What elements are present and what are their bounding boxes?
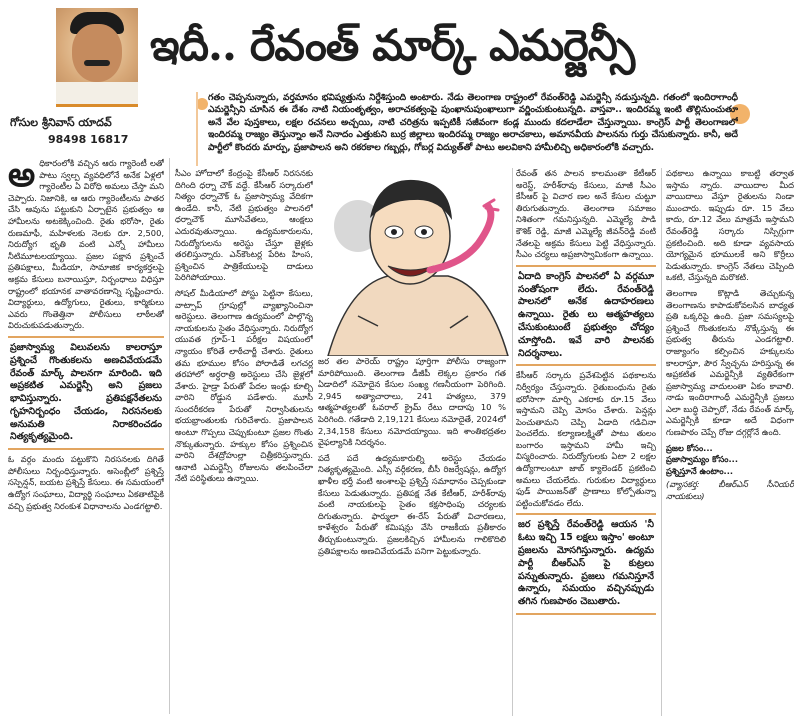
lead-paragraph: గతం చెప్పనున్నారు, వర్తమానం భవిష్యత్తును నిర్దేశిస్తుంది అంటారు. నేడు తెలంగాణ రాష్ట్రంలో రేవంత్‌రెడ్డి ఎమర్జెన్సీ నడుస్తున్నది. గతంలో ఇందిరాగాంధీ ఎమర్జెన్సీని చూసిన ఈ దేశం నాటి నియంతృత్వం, అరాచకత్వంపై పుంఖానుపుంఖాలుగా వర్ణించుకుంటున్నది. వాస్తవా.. ఇందిరమ్మ ఇంటి తొల్లినుంచుతూ అనే వేల పుస్తకాలు, లక్షల రచనలు అచ్చయి, నాటి చరిత్రను ఇప్పటికీ సజీవంగా కండ్ల ముందు కదలాడేలా చేస్తున్నాయి. కాంగ్రెస్ పార్టీ తెలంగాణలో ఇందిరమ్మ రాజ్యం తెస్తున్నాం అనే నినాదం ఎత్తుకుని బుర్ర జిల్లాలు ఇందిరమ్మ రాజ్యం అరాచకాలు, అమానవీయ పాలనను గుర్తు చేసుకున్నారు. కానీ, అదే పార్టీలో కొందరు మార్పు, ప్రజాపాలన అని రకరకాల గబ్బర్లు, గోబర్ల విద్యుత్‌తో పాటు అలవికాని హామీలిచ్చి అధికారంలోకి వచ్చారు.: [196, 92, 738, 166]
column-4: [516, 168, 656, 718]
paragraph: ధికారంలోకి వచ్చిన ఆరు గ్యారెంటీ లతో పాటు స్వల్ప వ్యవధిలోనే అనేక ఏళ్లలో గ్యారెంటీల ఏ విరోధి అమలు చేస్తా మని చెప్పారు. నిజానికి, ఆ ఆరు గ్యారెంటీలను పాతర చేసి ఆవును పట్టుకుని ఏర్పాటైన ప్రభుత్వం ఆ హామీలను అటకెక్కించింది. రైతు భరోసా, రైతు రుణమాఫీ, మహిళలకు నెలకు రూ. 2,500, నిరుద్యోగ భృతి వంటి ఎన్నో హామీలు నీటిమూటలయ్యాయి. ప్రజల పక్షాన ప్రశ్నించే ప్రతిపక్షాలు, మీడియా, సామాజిక కార్యకర్తలపై అక్రమ కేసులు బనాయిస్తూ, నిర్బంధాలు విధిస్తూ రాష్ట్రంలో భయానక వాతావరణాన్ని సృష్టించారు. విద్యార్థులు, ఉద్యోగులు, రైతులు, కార్మికులు ఎవరు గొంతెత్తినా పోలీసులు లాఠీలతో విరుచుకుపడుతున్నారు.: [8, 158, 164, 331]
column-divider: [512, 168, 513, 716]
article-headline: ఇదీ.. రేవంత్ మార్క్ ఎమర్జెన్సీ: [150, 21, 635, 71]
column-1: [8, 158, 164, 718]
column-5: [666, 168, 794, 718]
paragraph: కేసీఆర్ సర్కారు ప్రవేశపెట్టిన పథకాలను నిర్వీర్యం చేస్తున్నారు. రైతుబంధును రైతు భరోసాగా మార్చి ఎకరాకు రూ.15 వేలు ఇస్తామని చెప్పి మోసం చేశారు. పెన్షన్లు పెంచుతామని చెప్పి ఏడాది గడిచినా పెంచలేదు. కల్యాణలక్ష్మితో పాటు తులం బంగారం ఇస్తామని హామీ ఇచ్చి విస్మరించారు. నిరుద్యోగులకు ఏటా 2 లక్షల ఉద్యోగాలంటూ జాబ్ క్యాలెండర్ ప్రకటించి అమలు చేయలేదు. గురుకుల విద్యార్థులు ఫుడ్ పాయిజన్‌తో ప్రాణాలు కోల్పోతున్నా పట్టించుకోవడం లేదు.: [516, 370, 656, 508]
paragraph: ఓ వర్గం మందు పట్టుకొని నిరసనలకు దిగితే పోలీసులు నిర్బంధిస్తున్నారు. అసెంబ్లీలో ప్రశ్నిస్తే సస్పెన్షన్, బయట ప్రశ్నిస్తే కేసులు. ఈ సమయంలో ఉద్యోగ సంఘాలు, విద్యార్థి సంఘాలు ఏకతాటిపైకి వచ్చి ప్రభుత్వ నిరంకుశ విధానాలను ఎండగట్టాలి.: [8, 454, 164, 511]
paragraph: రేవంత్ తన పాలన కాలమంతా కేటీఆర్ అరెస్ట్, హరీశ్‌రావు కేసులు, మాజీ సీఎం కేసీఆర్ పై విచార ణల అనే కేసుల చుట్టూ తిరుగుతున్నారు. తెలంగాణ సమాజం నిశితంగా గమనిస్తున్నది. ఎమ్మెల్యే పాడి కౌశిక్ రెడ్డి, మాజీ ఎమ్మెల్యే జీవన్‌రెడ్డి వంటి నేతలపై అక్రమ కేసులు పెట్టి వేధిస్తున్నారు. సీఎం చర్యలు అప్రజాస్వామికంగా ఉన్నాయి.: [516, 168, 656, 260]
drop-cap: అ: [8, 158, 36, 195]
author-photo: [56, 8, 138, 107]
cartoon-illustration: [318, 166, 516, 356]
pull-quote: జర ప్రశ్నిస్తే రేవంత్‌రెడ్డి ఆయన 'నీ ఓటు ఇచ్చి 15 లక్షలు ఇస్తాం' అంటూ ప్రజలను మోసగిస్తున్నారు. ఉద్యమ పార్టీ బీఆర్‌ఎస్ పై కుట్రలు పన్నుతున్నారు. ప్రజలు గమనిస్తూనే ఉన్నారు, సమయం వచ్చినప్పుడు తగిన గుణపాఠం చెబుతారు.: [516, 513, 656, 615]
column-3: [318, 356, 506, 718]
closing-line: ప్రజాస్వామ్యం కోసం...: [666, 454, 738, 465]
author-name: గోసుల శ్రీనివాస్ యాదవ్: [10, 116, 112, 129]
paragraph: పథకాలు ఉన్నాయి కాబట్టి తర్వాత ఇస్తామ న్నారు. వాయిదాల మీద వాయిదాలు వేస్తూ రైతులను నిండా ముంచారు. ఇప్పుడు రూ. 15 వేలు కాదు, రూ.12 వేలు మాత్రమే ఇస్తామని రేవంత్‌రెడ్డి సర్కారు నిస్సిగ్గుగా ప్రకటించింది. అది కూడా వ్యవసాయ యోగ్యమైన భూములకే అని కొర్రీలు పెడుతున్నారు. కాంగ్రెస్ నేతలు చెప్పింది ఒకటి, చేస్తున్నది మరొకటి.: [666, 168, 794, 283]
column-divider: [169, 158, 170, 714]
closing-line: ప్రజల కోసం...: [666, 442, 713, 453]
pull-quote: ఏదాది కాంగ్రెస్ పాలనలో ఏ వర్గమూ సంతోషంగా లేదు. రేవంత్‌రెడ్డి పాలనలో అనేక ఉదాహరణలు ఉన్నాయి. రైతు లు ఆత్మహత్యలు చేసుకుంటుంటే ప్రభుత్వం చోద్యం చూస్తోంది. ఇవే వారి పాలనకు నిదర్శనాలు.: [516, 265, 656, 367]
author-phone: 98498 16817: [48, 133, 129, 146]
column-divider: [661, 168, 662, 716]
paragraph: తెలంగాణ కొట్లాడి తెచ్చుకున్న తెలంగాణను కాపాడుకోవలసిన బాధ్యత ప్రతి ఒక్కరిపై ఉంది. ప్రజా సమస్యలపై ప్రశ్నించే గొంతుకలను నొక్కేస్తున్న ఈ ప్రభుత్వ తీరును ఎండగట్టాలి. రాజ్యాంగం కల్పించిన హక్కులను కాలరాస్తూ, పౌర స్వేచ్ఛను హరిస్తున్న ఈ అప్రకటిత ఎమర్జెన్సీకి వ్యతిరేకంగా ప్రజాస్వామ్య వాదులంతా ఏకం కావాలి. నాడు ఇందిరాగాంధీ ఎమర్జెన్సీకి ప్రజలు ఎలా బుద్ధి చెప్పారో, నేడు రేవంత్ మార్క్ ఎమర్జెన్సీకి కూడా అదే విధంగా గుణపాఠం చెప్పే రోజు దగ్గర్లోనే ఉంది.: [666, 287, 794, 438]
paragraph: పదే పదే ఉద్యమకారుల్ని అరెస్టు చేయడం నిత్యకృత్యమైంది. ఎస్సీ వర్గీకరణ, బీసీ రిజర్వేషన్లు, ఉద్యోగ ఖాళీల భర్తీ వంటి అంశాలపై ప్రశ్నిస్తే సమాధానం చెప్పకుండా కేసులు పెడుతున్నారు. ప్రతిపక్ష నేత కేటీఆర్, హరీశ్‌రావు వంటి నాయకులపై సైతం కక్షసాధింపు చర్యలకు దిగుతున్నారు. ఫార్ములా ఈ-రేస్ పేరుతో విచారణలు, కాళేశ్వరం పేరుతో కమిషన్లు వేసి రాజకీయ ప్రతీకారం తీర్చుకుంటున్నారు. ప్రజలకిచ్చిన హామీలను గాలికొదిలి ప్రతిపక్షాలను అణచివేయడమే పనిగా పెట్టుకున్నారు.: [318, 452, 506, 556]
column-2: [175, 168, 313, 718]
paragraph: సీఎం హోదాలో కేంద్రంపై కేసీఆర్ నిరసనకు దిగింది ధర్నా చౌక్ వద్దే. కేసీఆర్ సర్కారులో నిత్యం ధర్నాచౌక్ ఓ ప్రజాస్వామ్య వేదికగా ఉండేది. కానీ, నేటి ప్రభుత్వం పాలనలో ధర్నాచౌక్ మూసివేతలు, ఆంక్షలు ఎదురవుతున్నాయి. ఉద్యమకారులను, నిరుద్యోగులను అరెస్టు చేస్తూ జైళ్లకు తరలిస్తున్నారు. ఎన్‌కౌంటర్ల పేరిట హింస, ప్రశ్నించిన పాత్రికేయులపై దాడులు పెరిగిపోయాయి.: [175, 168, 313, 283]
paragraph: జర తల పారెయ్ రాష్ట్రం పూర్తిగా పోలీసు రాజ్యంగా మారిపోయింది. తెలంగాణ డీజీపీ లెక్కల ప్రకారం గత ఏడాదిలో నమోదైన కేసుల సంఖ్య గణనీయంగా పెరిగింది. 2,945 అత్యాచారాలు, 241 హత్యలు, 379 ఆత్మహత్యలతో ఓవరాల్ క్రైమ్ రేటు దాదాపు 10 % పెరిగింది. గతేడాది 2,19,121 కేసులు నమోదైతే, 2024లో 2,34,158 కేసులు నమోదయ్యాయి. ఇది శాంతిభద్రతల వైఫల్యానికి నిదర్శనం.: [318, 356, 506, 448]
paragraph: సోషల్ మీడియాలో పోస్టు పెట్టినా కేసులు, వాట్సాప్ గ్రూపుల్లో వ్యాఖ్యానించినా అరెస్టులు. తెలంగాణ ఉద్యమంలో పాల్గొన్న నాయకులను సైతం వేధిస్తున్నారు. నిరుద్యోగ యువత గ్రూప్-1 పరీక్షల విషయంలో న్యాయం కోరితే లాఠీచార్జీ చేశారు. రైతులు తమ భూముల కోసం పోరాడితే లగచర్ల తరహాలో అర్ధరాత్రి అరెస్టులు చేసి జైళ్లలో వేశారు. హైడ్రా పేరుతో పేదల ఇండ్లు కూల్చి వారిని రోడ్డున పడేశారు. మూసీ సుందరీకరణ పేరుతో నిర్వాసితులను భయభ్రాంతులకు గురిచేశారు. ప్రజాపాలన అంటూ గొప్పలు చెప్పుకుంటూ ప్రజల గొంతు నొక్కుతున్నారు. హక్కుల కోసం ప్రశ్నించిన వారిని దేశద్రోహుల్లా చిత్రీకరిస్తున్నారు. ఆనాటి ఎమర్జెన్సీ రోజులను తలపించేలా నేటి పరిస్థితులు ఉన్నాయి.: [175, 287, 313, 484]
closing-line: ప్రశ్నిస్తూనే ఉంటాం...: [666, 465, 734, 476]
author-footnote: (వ్యాసకర్త: బీఆర్‌ఎస్ సీనియర్ నాయకులు): [666, 479, 794, 502]
pull-quote: ప్రజాస్వామ్య విలువలను కాలరాస్తూ ప్రశ్నించే గొంతుకలను అణచివేయడమే రేవంత్ మార్క్ పాలనగా మారింది. ఇది అప్రకటిత ఎమర్జెన్సీ అని ప్రజలు భావిస్తున్నారు. ప్రతిపక్షనేతలను గృహనిర్బంధం చేయడం, నిరసనలకు అనుమతి నిరాకరించడం నిత్యకృత్యమైంది.: [8, 336, 164, 450]
